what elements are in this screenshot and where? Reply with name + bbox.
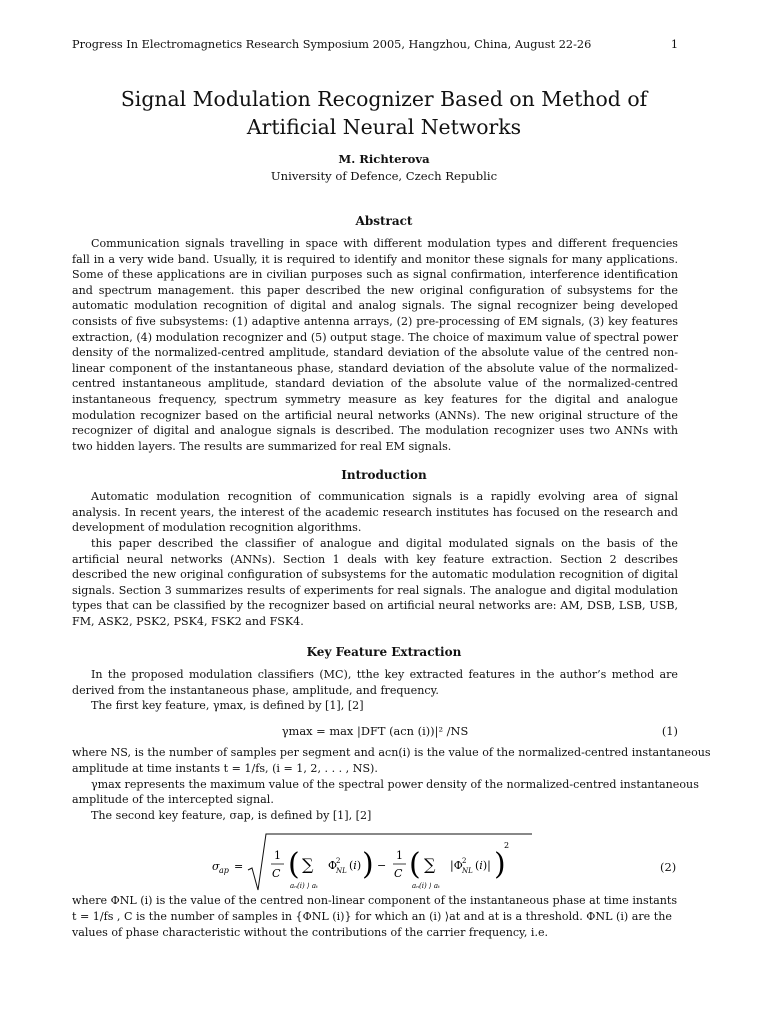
equation-2-number: (2) [660,860,677,874]
svg-text:NL: NL [336,867,347,875]
svg-text:(i)|: (i)| [475,859,491,872]
key-feature-heading: Key Feature Extraction [306,645,462,659]
svg-text:|Φ: |Φ [450,859,463,872]
svg-text:∑: ∑ [424,855,436,874]
running-head-text: Progress In Electromagnetics Research Symposium 2005, Hangzhou, China, August 22-26 [72,38,592,51]
equation-1-body: γmax = max |DFT (acn (i))|² /NS [281,724,469,738]
svg-text:NL: NL [462,867,473,875]
kfe-paragraph-3-line-2: amplitude at time instants t = 1/fs, (i = 1, 2, . . . , NS). [72,762,378,775]
author-affiliation: University of Defence, Czech Republic [270,169,498,183]
equation-1-number: (1) [661,724,678,738]
kfe-paragraph-6-line-2: t = 1/fs , C is the number of samples in {ΦNL (i)} for which an (i) ⟩at and at is a threshold. ΦNL (i) are the [72,910,672,923]
svg-text:aₙ(i) ⟩ aₜ: aₙ(i) ⟩ aₜ [290,882,318,890]
kfe-paragraph-1: In the proposed modulation classifiers (MC), tthe key extracted features in the author’s method are derived from the instantaneous phase, amplitude, and frequency. [72,668,678,697]
svg-text:=: = [234,860,244,873]
kfe-paragraph-5: The second key feature, σap, is defined by [1], [2] [91,809,372,822]
svg-text:(: ( [288,847,300,882]
svg-text:σ: σ [212,860,220,873]
svg-text:): ) [494,847,506,882]
svg-text:ap: ap [219,866,229,875]
kfe-paragraph-4-line-2: amplitude of the intercepted signal. [72,793,274,806]
introduction-paragraph-1: Automatic modulation recognition of communication signals is a rapidly evolving area of signal analysis. In recent years, the interest of the academic research institutes has focused on the research and development of modulation recognition algorithms. [72,490,678,535]
title-line-2: Artificial Neural Networks [246,115,522,139]
svg-text:C: C [394,867,403,880]
kfe-paragraph-6-line-3: values of phase characteristic without the contributions of the carrier frequency, i.e. [72,926,549,939]
equation-2-graphic [196,832,556,894]
svg-text:2: 2 [336,857,341,865]
kfe-paragraph-3-line-1: where NS, is the number of samples per segment and acn(i) is the value of the normalized-centred instantaneous [72,746,711,759]
svg-text:aₙ(i) ⟩ aₜ: aₙ(i) ⟩ aₜ [412,882,440,890]
svg-text:−: − [377,859,387,872]
svg-text:2: 2 [462,857,467,865]
running-head [72,38,678,51]
equation-1 [72,722,678,740]
svg-text:(: ( [409,847,421,882]
kfe-paragraph-2: The first key feature, γmax, is defined by [1], [2] [91,699,364,712]
svg-text:Φ: Φ [328,859,338,872]
introduction-paragraph-2: this paper described the classifier of analogue and digital modulated signals on the basis of the artificial neural networks (ANNs). Section 1 deals with key feature extraction. Section 2 describes described the new original configuration of subsystems for the automatic modulation recognition of digital signals. Section 3 summarizes results of experiments for real signals. The analogue and digital modulation types that can be classified by the recognizer based on artificial neural networks are: AM, DSB, LSB, USB, FM, ASK2, PSK2, PSK4, FSK2 and FSK4. [72,537,678,628]
svg-text:): ) [362,847,374,882]
svg-text:∑: ∑ [302,855,314,874]
svg-text:2: 2 [504,841,510,850]
abstract-heading: Abstract [355,214,413,228]
title-line-1: Signal Modulation Recognizer Based on Method of [120,87,648,111]
svg-text:(i): (i) [349,859,362,872]
introduction-heading: Introduction [341,468,427,482]
page-number: 1 [670,38,678,51]
author-name: M. Richterova [338,152,430,166]
svg-text:1: 1 [274,849,281,862]
kfe-paragraph-6-line-1: where ΦNL (i) is the value of the centred non-linear component of the instantaneous phase at time instants [72,894,678,907]
svg-text:C: C [272,867,281,880]
paper-title [40,85,728,141]
svg-text:1: 1 [396,849,403,862]
abstract-text: Communication signals travelling in space with different modulation types and different frequencies fall in a very wide band. Usually, it is required to identify and monitor these signals for many applications. Some of these applications are in civilian purposes such as signal confirmation, interference identification and spectrum management. this paper described the new original configuration of subsystems for the automatic modulation recognition of digital and analog signals. The signal recognizer being developed consists of five subsystems: (1) adaptive antenna arrays, (2) pre-processing of EM signals, (3) key features extraction, (4) modulation recognizer and (5) output stage. The choice of maximum value of spectral power density of the normalized-centred amplitude, standard deviation of the absolute value of the centred non-linear component of the instantaneous phase, standard deviation of the absolute value of the normalized-centred instantaneous amplitude, standard deviation of the absolute value of the normalized-centred instantaneous frequency, spectrum symmetry measure as key features for the digital and analogue modulation recognizer based on the artificial neural networks (ANNs). The new original structure of the recognizer of digital and analogue signals is described. The modulation recognizer uses two ANNs with two hidden layers. The results are summarized for real EM signals. [72,237,678,453]
kfe-paragraph-4-line-1: γmax represents the maximum value of the spectral power density of the normalized-centred instantaneous [91,778,699,791]
